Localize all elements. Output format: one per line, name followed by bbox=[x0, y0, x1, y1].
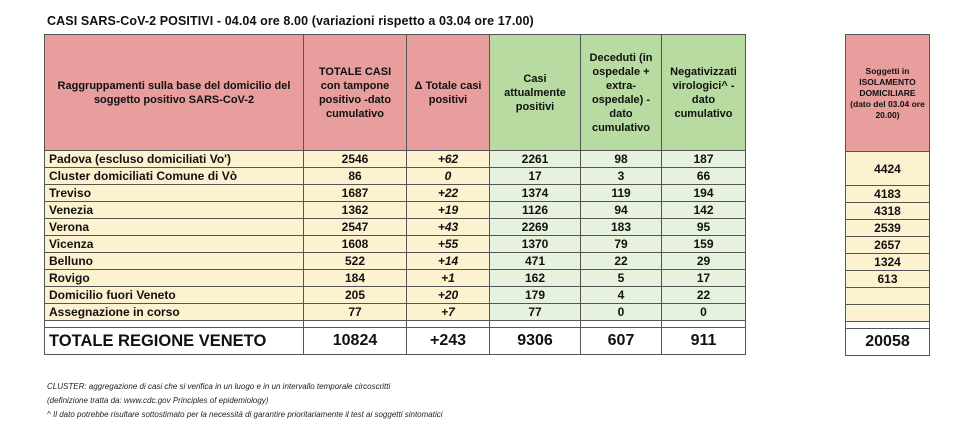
row-totale: 1608 bbox=[304, 236, 407, 253]
row-label: Verona bbox=[45, 219, 304, 236]
row-totale: 2547 bbox=[304, 219, 407, 236]
cases-table bbox=[44, 34, 746, 355]
row-deceduti: 4 bbox=[581, 287, 662, 304]
row-attuali: 471 bbox=[490, 253, 581, 270]
table-row bbox=[45, 253, 746, 270]
table-row bbox=[45, 219, 746, 236]
row-totale: 205 bbox=[304, 287, 407, 304]
row-negativizzati: 29 bbox=[662, 253, 746, 270]
table-row bbox=[45, 287, 746, 304]
row-deceduti: 119 bbox=[581, 185, 662, 202]
table-row bbox=[45, 185, 746, 202]
row-deceduti: 183 bbox=[581, 219, 662, 236]
isolamento-total: 20058 bbox=[846, 329, 930, 356]
footnote-source: (definizione tratta da: www.cdc.gov Principles of epidemiology) bbox=[47, 396, 269, 405]
isolamento-padova-vo: 4424 bbox=[846, 152, 930, 186]
page-title: CASI SARS-CoV-2 POSITIVI - 04.04 ore 8.00 (variazioni rispetto a 03.04 ore 17.00) bbox=[47, 14, 534, 28]
total-attuali: 9306 bbox=[490, 328, 581, 355]
row-delta: +19 bbox=[407, 202, 490, 219]
table-body bbox=[45, 151, 746, 321]
row-deceduti: 5 bbox=[581, 270, 662, 287]
row-delta: +22 bbox=[407, 185, 490, 202]
isolamento-header: Soggetti in ISOLAMENTO DOMICILIARE (dato del 03.04 ore 20.00) bbox=[846, 35, 930, 152]
row-delta: 0 bbox=[407, 168, 490, 185]
isolamento-value: 2657 bbox=[846, 237, 930, 254]
row-deceduti: 22 bbox=[581, 253, 662, 270]
row-totale: 1362 bbox=[304, 202, 407, 219]
row-deceduti: 79 bbox=[581, 236, 662, 253]
isolamento-empty bbox=[846, 288, 930, 305]
row-negativizzati: 194 bbox=[662, 185, 746, 202]
row-label: Domicilio fuori Veneto bbox=[45, 287, 304, 304]
row-negativizzati: 17 bbox=[662, 270, 746, 287]
row-negativizzati: 187 bbox=[662, 151, 746, 168]
row-attuali: 2269 bbox=[490, 219, 581, 236]
row-totale: 77 bbox=[304, 304, 407, 321]
header-delta: Δ Totale casi positivi bbox=[407, 35, 490, 151]
row-label: Assegnazione in corso bbox=[45, 304, 304, 321]
row-label: Rovigo bbox=[45, 270, 304, 287]
table-row bbox=[45, 270, 746, 287]
row-attuali: 77 bbox=[490, 304, 581, 321]
isolamento-spacer bbox=[846, 322, 930, 329]
row-negativizzati: 22 bbox=[662, 287, 746, 304]
row-label: Cluster domiciliati Comune di Vò bbox=[45, 168, 304, 185]
isolamento-value: 2539 bbox=[846, 220, 930, 237]
row-totale: 86 bbox=[304, 168, 407, 185]
header-negativizzati: Negativizzati virologici^ - dato cumulativo bbox=[662, 35, 746, 151]
row-attuali: 1370 bbox=[490, 236, 581, 253]
table-row bbox=[45, 202, 746, 219]
total-deceduti: 607 bbox=[581, 328, 662, 355]
row-delta: +43 bbox=[407, 219, 490, 236]
table-row bbox=[45, 236, 746, 253]
total-row bbox=[45, 328, 746, 355]
row-negativizzati: 142 bbox=[662, 202, 746, 219]
row-attuali: 2261 bbox=[490, 151, 581, 168]
isolamento-empty bbox=[846, 305, 930, 322]
row-negativizzati: 159 bbox=[662, 236, 746, 253]
total-delta: +243 bbox=[407, 328, 490, 355]
row-label: Treviso bbox=[45, 185, 304, 202]
footnote-negativizzati: ^ Il dato potrebbe risultare sottostimato per la necessità di garantire prioritariamente il test ai soggetti sintomatici bbox=[47, 410, 443, 419]
row-totale: 522 bbox=[304, 253, 407, 270]
row-delta: +14 bbox=[407, 253, 490, 270]
total-label: TOTALE REGIONE VENETO bbox=[45, 328, 304, 355]
total-negativizzati: 911 bbox=[662, 328, 746, 355]
header-attuali: Casi attualmente positivi bbox=[490, 35, 581, 151]
header-row bbox=[45, 35, 746, 151]
row-negativizzati: 0 bbox=[662, 304, 746, 321]
total-totale: 10824 bbox=[304, 328, 407, 355]
row-totale: 2546 bbox=[304, 151, 407, 168]
row-label: Vicenza bbox=[45, 236, 304, 253]
footnote-cluster: CLUSTER: aggregazione di casi che si verifica in un luogo e in un intervallo temporale circoscritti bbox=[47, 382, 391, 391]
spacer-row bbox=[45, 321, 746, 328]
row-delta: +55 bbox=[407, 236, 490, 253]
row-deceduti: 0 bbox=[581, 304, 662, 321]
table-row bbox=[45, 304, 746, 321]
row-totale: 184 bbox=[304, 270, 407, 287]
row-attuali: 1126 bbox=[490, 202, 581, 219]
row-label: Venezia bbox=[45, 202, 304, 219]
row-label: Belluno bbox=[45, 253, 304, 270]
row-delta: +7 bbox=[407, 304, 490, 321]
header-totale-casi: TOTALE CASI con tampone positivo -dato cumulativo bbox=[304, 35, 407, 151]
header-group: Raggruppamenti sulla base del domicilio del soggetto positivo SARS-CoV-2 bbox=[45, 35, 304, 151]
isolamento-table bbox=[845, 34, 930, 356]
table-row bbox=[45, 168, 746, 185]
row-attuali: 179 bbox=[490, 287, 581, 304]
row-negativizzati: 66 bbox=[662, 168, 746, 185]
table-row bbox=[45, 151, 746, 168]
isolamento-value: 4183 bbox=[846, 186, 930, 203]
footnotes bbox=[47, 380, 443, 422]
isolamento-value: 1324 bbox=[846, 254, 930, 271]
row-delta: +62 bbox=[407, 151, 490, 168]
row-deceduti: 3 bbox=[581, 168, 662, 185]
row-delta: +1 bbox=[407, 270, 490, 287]
header-deceduti: Deceduti (in ospedale + extra-ospedale) - dato cumulativo bbox=[581, 35, 662, 151]
row-totale: 1687 bbox=[304, 185, 407, 202]
row-attuali: 162 bbox=[490, 270, 581, 287]
row-attuali: 1374 bbox=[490, 185, 581, 202]
row-delta: +20 bbox=[407, 287, 490, 304]
row-deceduti: 98 bbox=[581, 151, 662, 168]
row-label: Padova (escluso domiciliati Vo') bbox=[45, 151, 304, 168]
isolamento-value: 4318 bbox=[846, 203, 930, 220]
isolamento-value: 613 bbox=[846, 271, 930, 288]
row-attuali: 17 bbox=[490, 168, 581, 185]
row-negativizzati: 95 bbox=[662, 219, 746, 236]
row-deceduti: 94 bbox=[581, 202, 662, 219]
